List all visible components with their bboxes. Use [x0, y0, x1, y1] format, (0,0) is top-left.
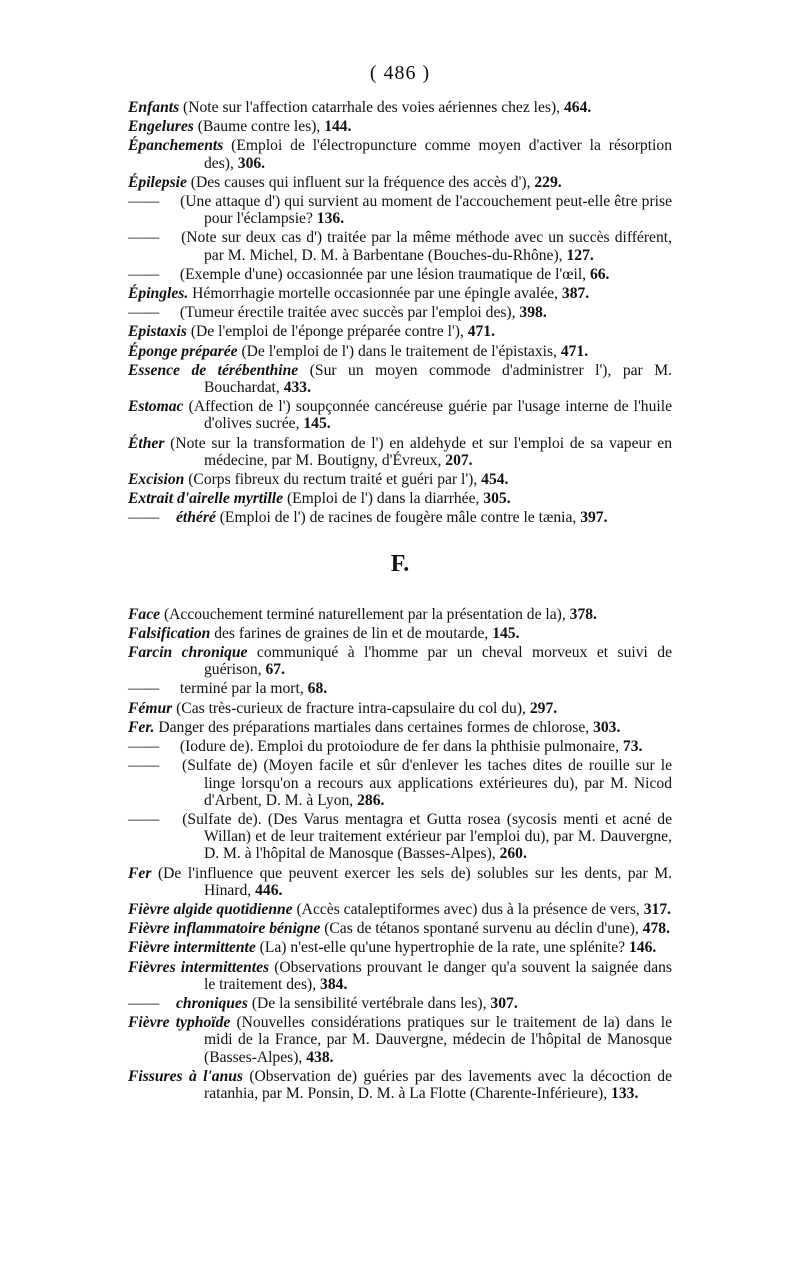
ditto-dash: ——: [128, 680, 160, 698]
entry-text: (Corps fibreux du rectum traité et guéri par l'),: [184, 471, 482, 489]
entry-text: (Emploi de l') de racines de fougère mâle contre le tænia,: [215, 509, 581, 527]
index-entry: [128, 811, 672, 863]
page-reference: 471.: [467, 323, 495, 341]
entry-term: Extrait d'airelle myrtille: [128, 490, 284, 508]
entry-term: Farcin chronique: [128, 644, 248, 662]
entry-text: (Emploi de l'électropuncture comme moyen d'activer la résorption des),: [204, 137, 672, 172]
index-entry: [128, 700, 672, 717]
page-reference: 397.: [580, 509, 608, 527]
entry-term: Fièvre algide quotidienne: [128, 900, 293, 918]
page-reference: 229.: [534, 173, 562, 191]
page-reference: 145.: [492, 624, 520, 642]
entry-term: Fièvre inflammatoire bénigne: [128, 920, 321, 938]
index-entry: [128, 285, 672, 302]
entry-text: (De l'influence que peuvent exercer les sels de) solubles sur les dents, par M. Hinard,: [151, 864, 672, 899]
ditto-dash: ——: [128, 265, 160, 283]
entry-text: (Note sur deux cas d') traitée par la même méthode avec un succès différent, par M. Michel, D. M. à Barbentane (Bouches-du-Rhône),: [176, 229, 672, 264]
ditto-dash: ——: [128, 738, 160, 756]
page-reference: 144.: [324, 118, 352, 136]
index-entry: [128, 959, 672, 993]
index-entry: [128, 625, 672, 642]
page-reference: 145.: [303, 415, 331, 433]
entry-text: (Exemple d'une) occasionnée par une lésion traumatique de l'œil,: [176, 265, 590, 283]
entry-term: Estomac: [128, 398, 184, 416]
ditto-dash: ——: [128, 810, 160, 828]
index-entry: [128, 680, 672, 697]
ditto-dash: ——: [128, 193, 160, 211]
ditto-dash: ——: [128, 757, 160, 775]
index-entry: [128, 719, 672, 736]
page-reference: 433.: [283, 379, 311, 397]
index-section-f: [128, 606, 672, 1102]
page-reference: 446.: [255, 881, 283, 899]
index-entry: [128, 606, 672, 623]
index-entry: [128, 398, 672, 432]
page-number: ( 486 ): [369, 62, 431, 84]
entry-text: Danger des préparations martiales dans certaines formes de chlorose,: [154, 718, 594, 736]
page-reference: 384.: [320, 975, 348, 993]
index-entry: [128, 509, 672, 526]
index-entry: [128, 229, 672, 263]
ditto-dash: ——: [128, 229, 160, 247]
page-reference: 73.: [622, 738, 643, 756]
page-reference: 464.: [563, 99, 592, 116]
index-section-e: [128, 99, 672, 527]
letter-heading: F.: [390, 550, 410, 577]
page-reference: 66.: [589, 265, 610, 283]
entry-term: Épanchements: [128, 137, 224, 155]
page-reference: 127.: [566, 246, 594, 264]
entry-text: (De l'emploi de l'éponge préparée contre l'),: [186, 323, 468, 341]
entry-text: (Sulfate de). (Des Varus mentagra et Gutta rosea (sycosis menti et acné de Willan) et de leur traitement extérieur par l'emploi du), par M. Dauvergne, D. M. à l'hôpital de Manosque (Basses-Alpes),: [176, 810, 672, 863]
entry-text: (Sulfate de) (Moyen facile et sûr d'enlever les taches dites de rouille sur le linge lorsqu'on a recours aux applications extérieures du), par M. Nicod d'Arbent, D. M. à Lyon,: [176, 757, 672, 809]
entry-term: éthéré: [176, 509, 216, 527]
index-entry: [128, 266, 672, 283]
index-entry: [128, 362, 672, 396]
entry-text: (Une attaque d') qui survient au moment de l'accouchement peut-elle être prise pour l'éclampsie?: [176, 193, 672, 228]
index-entry: [128, 137, 672, 171]
index-entry: [128, 939, 672, 956]
ditto-dash: ——: [128, 304, 160, 322]
entry-term: Éponge préparée: [128, 342, 238, 360]
entry-term: Fémur: [128, 699, 173, 717]
entry-term: Essence de térébenthine: [128, 361, 299, 379]
page-reference: 305.: [483, 490, 511, 508]
entry-text: (Nouvelles considérations pratiques sur le traitement de la) dans le midi de la France, par M. Dauvergne, médecin de l'hôpital de Manosque (Basses-Alpes),: [204, 1014, 672, 1066]
page-reference: 303.: [593, 718, 621, 736]
entry-term: Fer.: [128, 718, 155, 736]
entry-text: (De l'emploi de l') dans le traitement de l'épistaxis,: [237, 342, 561, 360]
page-reference: 136.: [316, 210, 345, 228]
entry-text: (Sur un moyen commode d'administrer l'), par M. Bouchardat,: [204, 361, 672, 397]
entry-text: des farines de graines de lin et de moutarde,: [210, 624, 493, 642]
page-reference: 146.: [628, 939, 657, 957]
entry-text: (Iodure de). Emploi du protoiodure de fer dans la phthisie pulmonaire,: [176, 738, 623, 756]
index-entry: [128, 435, 672, 469]
index-entry: [128, 471, 672, 488]
entry-text: (Note sur l'affection catarrhale des voies aériennes chez les),: [179, 99, 564, 116]
index-entry: [128, 738, 672, 755]
index-entry: [128, 304, 672, 321]
entry-term: Epistaxis: [128, 323, 187, 341]
entry-term: Fièvre intermittente: [128, 939, 256, 957]
index-entry: [128, 323, 672, 340]
page-reference: 297.: [529, 699, 558, 717]
entry-term: Fièvres intermittentes: [128, 958, 270, 976]
entry-text: (Baume contre les),: [193, 118, 325, 136]
entry-text: (Cas de tétanos spontané survenu au déclin d'une),: [320, 920, 643, 938]
entry-text: (Note sur la transformation de l') en aldehyde et sur l'emploi de sa vapeur en médecine, par M. Boutigny, d'Évreux,: [164, 434, 672, 469]
page-reference: 378.: [569, 605, 597, 623]
entry-text: Hémorrhagie mortelle occasionnée par une épingle avalée,: [188, 285, 562, 303]
entry-text: (Cas très-curieux de fracture intra-capsulaire du col du),: [172, 699, 530, 717]
page-reference: 454.: [481, 471, 509, 489]
entry-text: (Observation de) guéries par des lavements avec la décoction de ratanhia, par M. Ponsin, D. M. à La Flotte (Charente-Inférieure),: [204, 1067, 672, 1102]
entry-term: chroniques: [176, 994, 248, 1012]
page-reference: 67.: [265, 661, 285, 679]
page-reference: 68.: [307, 680, 328, 698]
index-entry: [128, 193, 672, 227]
entry-term: Fissures à l'anus: [128, 1067, 243, 1085]
index-entry: [128, 99, 672, 116]
index-entry: [128, 757, 672, 809]
entry-text: (Des causes qui influent sur la fréquence des accès d'),: [186, 173, 535, 191]
entry-term: Excision: [128, 471, 185, 489]
entry-term: Éther: [128, 434, 165, 452]
page-reference: 317.: [643, 900, 672, 918]
page-reference: 306.: [237, 154, 266, 172]
page-reference: 387.: [561, 285, 590, 303]
index-entry: [128, 920, 672, 937]
entry-text: (Accouchement terminé naturellement par la présentation de la),: [160, 605, 570, 623]
entry-text: (La) n'est-elle qu'une hypertrophie de la rate, une splénite?: [255, 939, 629, 957]
index-entry: [128, 901, 672, 918]
entry-term: Engelures: [128, 118, 194, 136]
entry-term: Fièvre typhoïde: [128, 1014, 231, 1032]
page-reference: 398.: [519, 304, 547, 322]
index-entry: [128, 995, 672, 1012]
page-reference: 286.: [357, 791, 385, 809]
index-entry: [128, 490, 672, 507]
entry-term: Épilepsie: [128, 173, 187, 191]
entry-text: (Accès cataleptiformes avec) dus à la présence de vers,: [292, 900, 644, 918]
page-reference: 133.: [611, 1084, 639, 1102]
page-reference: 478.: [642, 920, 670, 938]
page-reference: 260.: [499, 845, 527, 863]
entry-text: communiqué à l'homme par un cheval morveux et suivi de guérison,: [204, 644, 672, 679]
entry-text: (Affection de l') soupçonnée cancéreuse guérie par l'usage interne de l'huile d'olives sucrée,: [183, 398, 672, 433]
entry-text: (Tumeur érectile traitée avec succès par l'emploi des),: [176, 304, 520, 322]
entry-term: Fer: [128, 864, 152, 882]
index-entry: [128, 174, 672, 191]
entry-text: (Observations prouvant le danger qu'a souvent la saignée dans le traitement des),: [204, 958, 673, 993]
page-reference: 438.: [306, 1048, 334, 1066]
entry-term: Face: [128, 605, 161, 623]
index-entry: [128, 644, 672, 678]
page-reference: 307.: [490, 994, 518, 1012]
index-entry: [128, 118, 672, 135]
index-entry: [128, 343, 672, 360]
entry-term: Falsification: [128, 624, 211, 642]
index-entry: [128, 865, 672, 899]
entry-text: terminé par la mort,: [176, 680, 308, 698]
page-reference: 471.: [560, 342, 589, 360]
entry-term: Enfants: [128, 99, 180, 116]
ditto-dash: ——: [128, 509, 160, 527]
ditto-dash: ——: [128, 994, 160, 1012]
entry-text: (Emploi de l') dans la diarrhée,: [283, 490, 484, 508]
entry-term: Épingles.: [128, 285, 189, 303]
page-reference: 207.: [445, 451, 473, 469]
index-entry: [128, 1068, 672, 1102]
entry-text: (De la sensibilité vertébrale dans les),: [247, 994, 491, 1012]
index-entry: [128, 1014, 672, 1066]
